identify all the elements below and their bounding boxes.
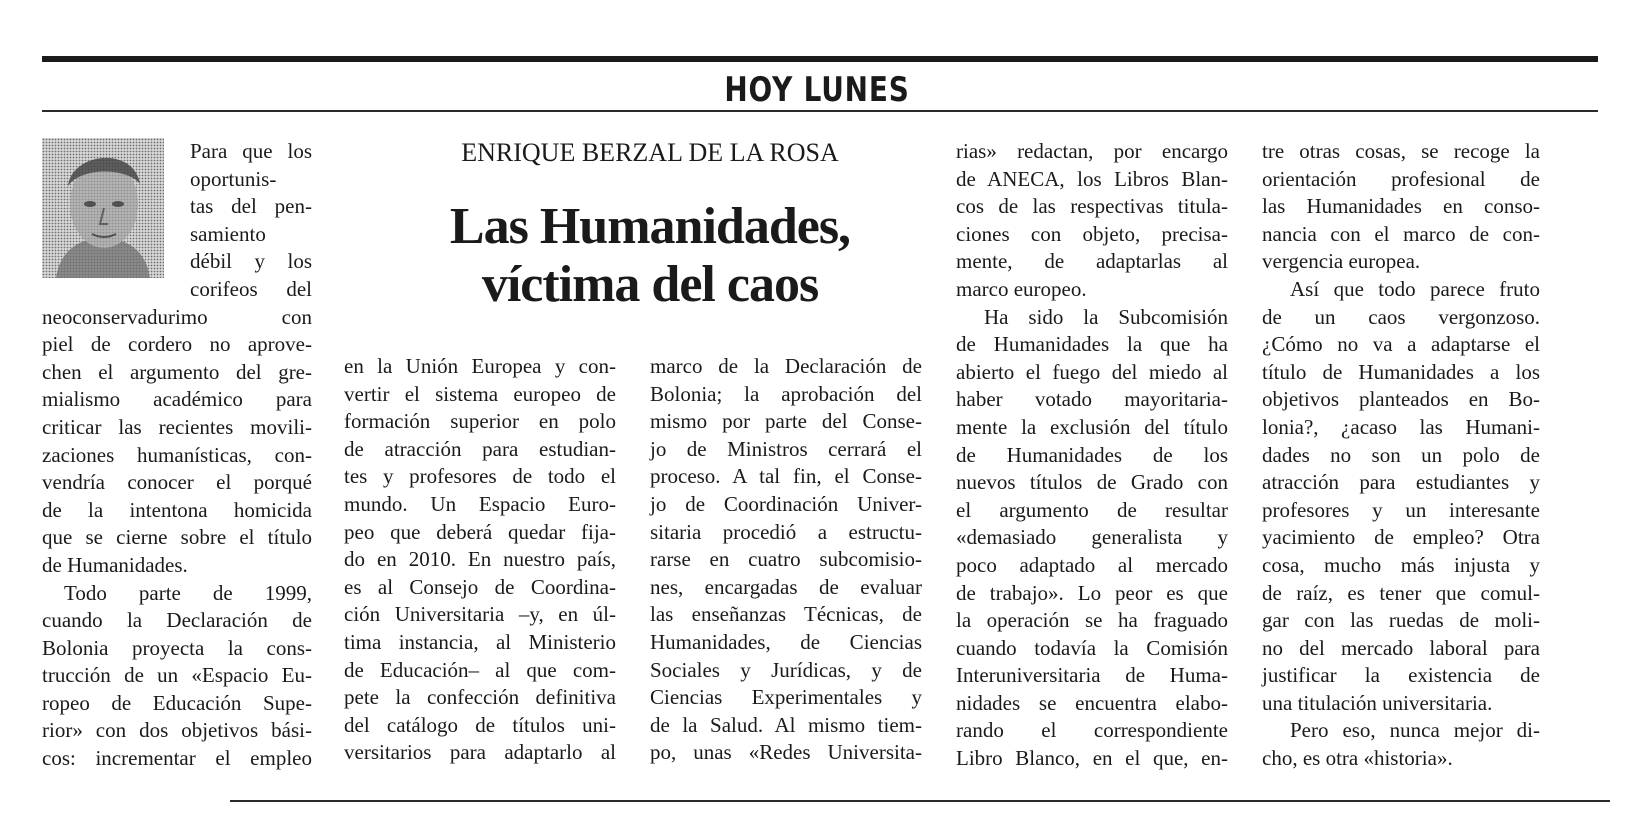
- text-line: Bolonia; la aprobación del: [650, 381, 922, 406]
- text-line: tima instancia, al Ministerio: [344, 629, 616, 654]
- text-line: de atracción para estudian-: [344, 436, 616, 461]
- text-line: de Humanidades la que ha: [956, 332, 1228, 357]
- text-line: jo de Ministros cerrará el: [650, 436, 922, 461]
- text-line: ¿Cómo no va a adaptarse el: [1262, 332, 1540, 357]
- section-divider: [42, 110, 1598, 112]
- headline-line-1: Las Humanidades,: [449, 198, 851, 255]
- text-line: que se cierne sobre el título: [42, 525, 312, 550]
- text-line: de raíz, es tener que comul-: [1262, 580, 1540, 605]
- text-line: orientación profesional de: [1262, 166, 1540, 191]
- text-line: rarse en cuatro subcomisio-: [650, 547, 922, 572]
- article-column-2: [344, 353, 616, 767]
- text-line: de la Salud. Al mismo tiem-: [650, 712, 922, 737]
- text-line: título de Humanidades a los: [1262, 359, 1540, 384]
- article-column-3: [650, 353, 922, 767]
- text-line: corifeos del: [190, 276, 312, 301]
- text-line: peo que deberá quedar fija-: [344, 519, 616, 544]
- text-line: Interuniversitaria de Huma-: [956, 663, 1228, 688]
- section-title: HOY LUNES: [724, 70, 910, 110]
- text-line: Para que los: [190, 139, 312, 163]
- text-line: de Humanidades.: [42, 552, 188, 577]
- text-line: una titulación universitaria.: [1262, 690, 1493, 715]
- text-line: sitaria procedió a estructu-: [650, 519, 922, 544]
- text-line: profesores y un interesante: [1262, 497, 1540, 522]
- text-line: gar con las ruedas de moli-: [1262, 608, 1540, 633]
- text-line: oportunis-: [190, 166, 277, 191]
- text-line: Libro Blanco, en el que, en-: [956, 746, 1228, 771]
- text-line: ropeo de Educación Supe-: [42, 690, 312, 715]
- headline: [340, 198, 960, 314]
- text-line: nancia con el marco de con-: [1262, 221, 1540, 246]
- text-line: nuevos títulos de Grado con: [956, 470, 1228, 495]
- text-line: do en 2010. En nuestro país,: [344, 547, 616, 572]
- text-line: Ciencias Experimentales y: [650, 685, 922, 710]
- text-line: po, unas «Redes Universita-: [650, 740, 922, 765]
- text-line: cuando la Declaración de: [42, 608, 312, 633]
- text-line: la operación se ha fraguado: [956, 608, 1228, 633]
- text-line: mundo. Un Espacio Euro-: [344, 491, 616, 516]
- text-line: de la intentona homicida: [42, 497, 312, 522]
- text-line: atracción para estudiantes y: [1262, 470, 1540, 495]
- text-line: objetivos planteados en Bo-: [1262, 387, 1540, 412]
- text-line: proceso. A tal fin, el Conse-: [650, 464, 922, 489]
- text-line: nes, encargadas de evaluar: [650, 574, 922, 599]
- text-line: las Humanidades en conso-: [1262, 194, 1540, 219]
- text-line: jo de Coordinación Univer-: [650, 491, 922, 516]
- text-line: mialismo académico para: [42, 387, 312, 412]
- text-line: «demasiado generalista y: [956, 525, 1228, 550]
- text-line: mismo por parte del Conse-: [650, 409, 922, 434]
- text-line: del catálogo de títulos uni-: [344, 712, 616, 737]
- text-line: vertir el sistema europeo de: [344, 381, 616, 406]
- byline: ENRIQUE BERZAL DE LA ROSA: [461, 138, 839, 167]
- text-line: cuando todavía la Comisión: [956, 635, 1228, 660]
- text-line: las enseñanzas Técnicas, de: [650, 602, 922, 627]
- text-line: débil y los: [190, 249, 312, 274]
- headline-line-2: víctima del caos: [481, 256, 819, 313]
- text-line: Ha sido la Subcomisión: [984, 304, 1228, 329]
- article-column-4: [956, 138, 1228, 773]
- text-line: tre otras cosas, se recoge la: [1262, 139, 1540, 163]
- article-column-1: [42, 138, 312, 773]
- text-line: neoconservadurimo con: [42, 304, 312, 329]
- text-line: chen el argumento del gre-: [42, 359, 312, 384]
- text-line: rior» con dos objetivos bási-: [42, 718, 312, 743]
- text-line: Todo parte de 1999,: [64, 580, 312, 605]
- text-line: ciones con objeto, precisa-: [956, 221, 1228, 246]
- text-line: trucción de un «Espacio Eu-: [42, 663, 312, 688]
- text-line: marco de la Declaración de: [650, 354, 922, 378]
- text-line: rando el correspondiente: [956, 718, 1228, 743]
- text-line: mente, de adaptarlas al: [956, 249, 1228, 274]
- text-line: abierto el fuego del miedo al: [956, 359, 1228, 384]
- text-line: vendría conocer el porqué: [42, 470, 312, 495]
- text-line: formación superior en polo: [344, 409, 616, 434]
- text-line: no del mercado laboral para: [1262, 635, 1540, 660]
- text-line: dades no son un polo de: [1262, 442, 1540, 467]
- top-rule: [42, 56, 1598, 62]
- text-line: cho, es otra «historia».: [1262, 746, 1453, 771]
- text-line: haber votado mayoritaria-: [956, 387, 1228, 412]
- text-line: Así que todo parece fruto: [1290, 276, 1540, 301]
- text-line: Pero eso, nunca mejor di-: [1290, 718, 1540, 743]
- text-line: cosa, mucho más injusta y: [1262, 552, 1540, 577]
- text-line: de Educación– al que com-: [344, 657, 616, 682]
- text-line: cos de las respectivas titula-: [956, 194, 1228, 219]
- text-line: de ANECA, los Libros Blan-: [956, 166, 1228, 191]
- text-line: yacimiento de empleo? Otra: [1262, 525, 1540, 550]
- text-line: Humanidades, de Ciencias: [650, 629, 922, 654]
- text-line: es al Consejo de Coordina-: [344, 574, 616, 599]
- text-line: zaciones humanísticas, con-: [42, 442, 312, 467]
- text-line: lonia?, ¿acaso las Humani-: [1262, 414, 1540, 439]
- text-line: Bolonia proyecta la cons-: [42, 635, 312, 660]
- text-line: vergencia europea.: [1262, 249, 1421, 274]
- text-line: Sociales y Jurídicas, y de: [650, 657, 922, 682]
- bottom-rule: [230, 800, 1610, 802]
- text-line: justificar la existencia de: [1262, 663, 1540, 688]
- text-line: poco adaptado al mercado: [956, 552, 1228, 577]
- text-line: samiento: [190, 221, 266, 246]
- text-line: en la Unión Europea y con-: [344, 354, 616, 378]
- text-line: marco europeo.: [956, 276, 1087, 301]
- text-line: versitarios para adaptarlo al: [344, 740, 616, 765]
- text-line: de trabajo». Lo peor es que: [956, 580, 1228, 605]
- text-line: piel de cordero no aprove-: [42, 332, 312, 357]
- text-line: criticar las recientes movili-: [42, 414, 312, 439]
- text-line: mente la exclusión del título: [956, 414, 1228, 439]
- text-line: el argumento de resultar: [956, 497, 1228, 522]
- text-line: de Humanidades de los: [956, 442, 1228, 467]
- text-line: ción Universitaria –y, en úl-: [344, 602, 616, 627]
- text-line: tes y profesores de todo el: [344, 464, 616, 489]
- article-column-5: [1262, 138, 1540, 773]
- text-line: de un caos vergonzoso.: [1262, 304, 1540, 329]
- text-line: pete la confección definitiva: [344, 685, 616, 710]
- text-line: nidades se encuentra elabo-: [956, 690, 1228, 715]
- text-line: tas del pen-: [190, 194, 312, 219]
- text-line: cos: incrementar el empleo: [42, 746, 312, 771]
- text-line: rias» redactan, por encargo: [956, 139, 1228, 163]
